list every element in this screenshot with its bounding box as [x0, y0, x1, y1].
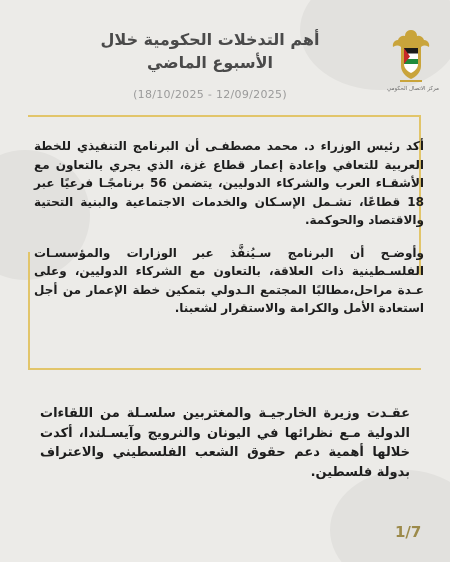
paragraph-2: وأوضـح أن البرنامج سـيُنفَّذ عبر الوزارات والمؤسسـات الفلسـطينية ذات العلاقة، بالتعاون مع الشركاء الدوليين، وعلى عـدة مراحل،مطالبًا المجتمع الـدولي بتمكين خطة الإعمار من أجل استعادة الأمل والكرامة والاستقرار لشعبنا. — [34, 245, 424, 315]
title-line-2: الأسبوع الماضي — [146, 53, 274, 72]
bottom-paragraph: عقـدت وزيرة الخارجيـة والمغتربين سلسـلة من اللقاءات الدولية مـع نظرائها في اليونان والنرويج وآيسـلندا، أكدت خلالها أهمية دعم حقوق الشعب الفلسطيني والاعتراف بدولة فلسطين. — [40, 406, 410, 480]
frame-bottom-line — [28, 368, 421, 370]
paragraph-1: أكد رئيس الوزراء د. محمد مصطفـى أن البرنامج التنفيذي للخطة العربية للتعافي وإعادة إعمار قطاع غزة، الذي يجري بالتعاون مع الأشقـاء العرب والشركاء الدوليين، يتضمن 56 برنامجًـا فرعيًا عبر 18 قطاعًا، تشـمل الإسـكان والخدمات الاجتماعية والبنية التحتية والاقتصاد والحوكمة. — [34, 139, 424, 227]
frame-left-line — [28, 252, 30, 370]
eagle-emblem-icon — [388, 26, 434, 84]
date-range: (12/09/2025 - 18/10/2025) — [133, 88, 287, 101]
title-line-1: أهم التدخلات الحكومية خلال — [100, 30, 320, 49]
frame-top-line — [28, 115, 421, 117]
header — [60, 28, 360, 101]
emblem-caption: مركز الاتصال الحكومي — [387, 86, 439, 92]
main-body — [34, 137, 424, 332]
background-texture — [330, 470, 450, 562]
page-indicator: 1/7 — [395, 523, 422, 541]
